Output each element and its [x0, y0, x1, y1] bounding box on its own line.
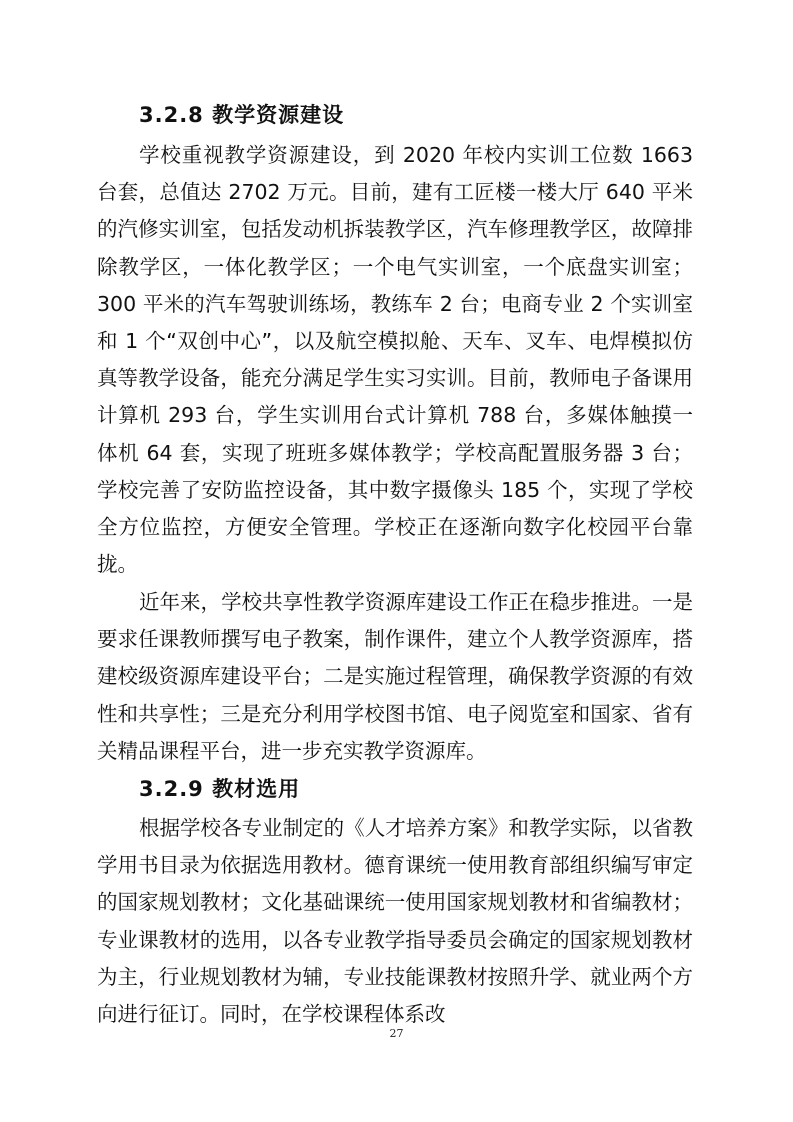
section-heading-3-2-8: 3.2.8 教学资源建设 [139, 103, 345, 127]
page-number: 27 [389, 1027, 404, 1040]
paragraph-resource-library: 近年来，学校共享性教学资源库建设工作正在稳步推进。一是要求任课教师撰写电子教案，制作课件，建立个人教学资源库，搭建校级资源库建设平台；二是实施过程管理，确保教学资源的有效性和共享性；三是充分利用学校图书馆、电子阅览室和国家、省有关精品课程平台，进一步充实教学资源库。 [97, 590, 693, 763]
paragraph-teaching-resources: 学校重视教学资源建设，到 2020 年校内实训工位数 1663 台套，总值达 2702 万元。目前，建有工匠楼一楼大厅 640 平米的汽修实训室，包括发动机拆装教学区，汽车修理教学区，故障排除教学区，一体化教学区；一个电气实训室，一个底盘实训室；300 平米的汽车驾驶训练场，教练车 2 台；电商专业 2 个实训室和 1 个“双创中心”，以及航空模拟舱、天车、叉车、电焊模拟仿真等教学设备，能充分满足学生实习实训。目前，教师电子备课用计算机 293 台，学生实训用台式计算机 788 台，多媒体触摸一体机 64 套，实现了班班多媒体教学；学校高配置服务器 3 台；学校完善了安防监控设备，其中数字摄像头 185 个，实现了学校全方位监控，方便安全管理。学校正在逐渐向数字化校园平台靠拢。 [97, 143, 693, 577]
paragraph-textbook-selection: 根据学校各专业制定的《人才培养方案》和教学实际，以省教学用书目录为依据选用教材。德育课统一使用教育部组织编写审定的国家规划教材；文化基础课统一使用国家规划教材和省编教材；专业课教材的选用，以各专业教学指导委员会确定的国家规划教材为主，行业规划教材为辅，专业技能课教材按照升学、就业两个方向进行征订。同时，在学校课程体系改 [97, 816, 693, 1027]
section-heading-3-2-9: 3.2.9 教材选用 [139, 777, 301, 801]
